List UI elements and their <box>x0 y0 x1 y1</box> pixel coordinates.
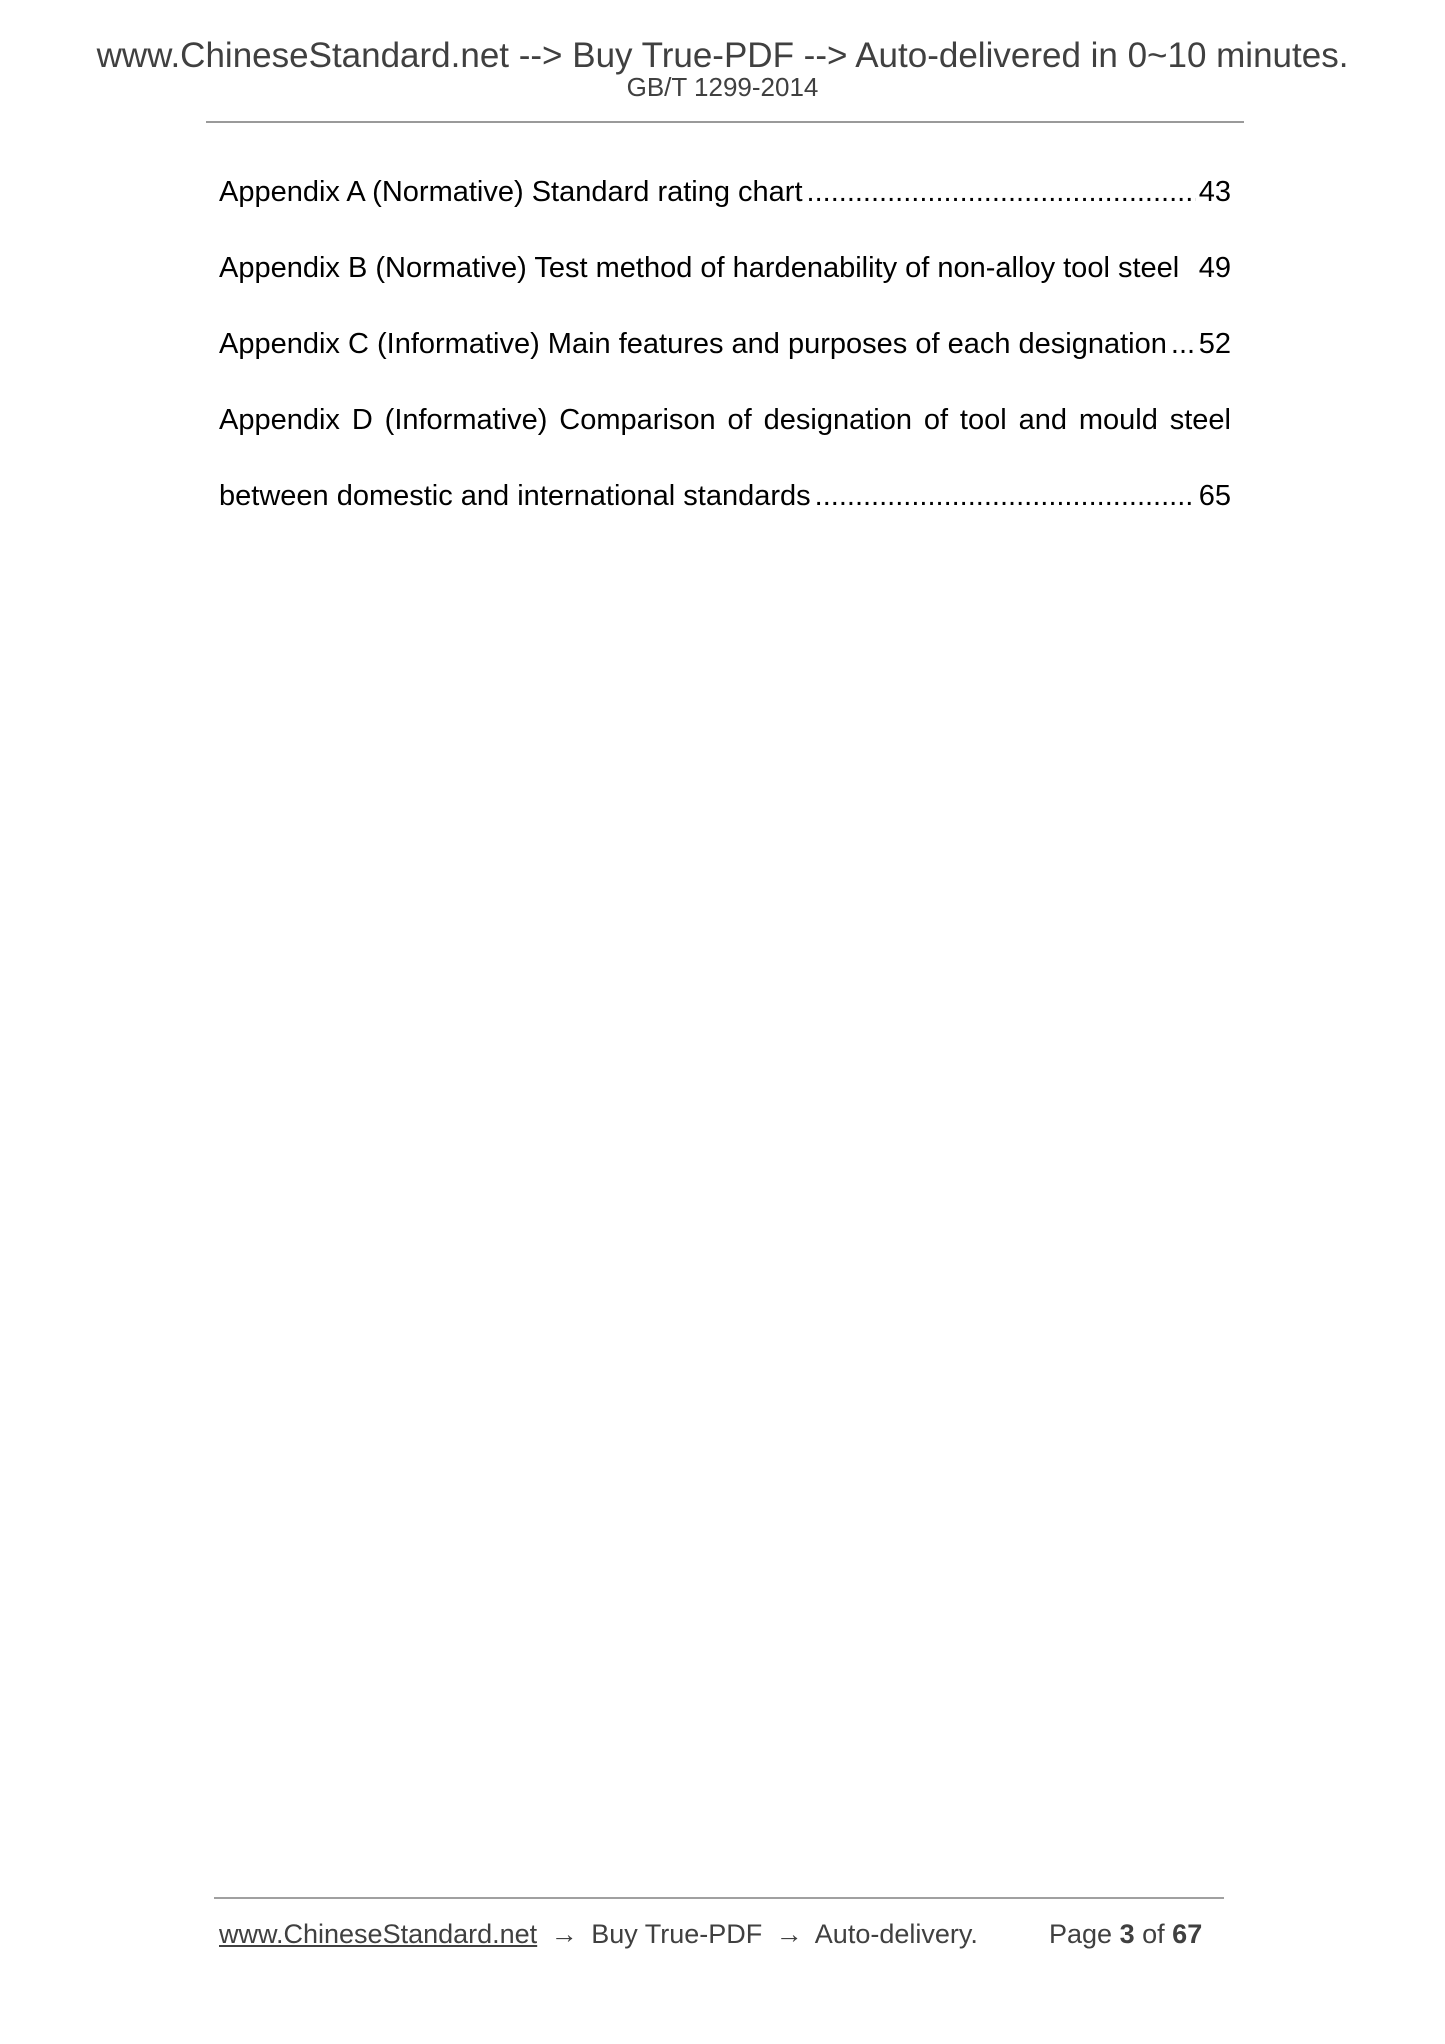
arrow-right-icon: → <box>775 1919 803 1949</box>
footer-divider <box>214 1897 1224 1899</box>
arrow-right-icon: → <box>550 1919 578 1949</box>
toc-entry-title: Appendix C (Informative) Main features and purposes of each designation <box>219 328 1167 360</box>
toc-entry-page: 43 <box>1198 176 1231 208</box>
toc-entry-title: Appendix B (Normative) Test method of hardenability of non-alloy tool steel <box>219 252 1180 284</box>
toc-entry-title: between domestic and international standards <box>219 480 811 512</box>
page-current: 3 <box>1119 1919 1135 1949</box>
toc-entry-appendix-a[interactable] <box>219 172 1231 212</box>
footer-buy-text: Buy True-PDF <box>591 1919 763 1949</box>
toc-entry-appendix-d-continued[interactable] <box>219 476 1231 516</box>
toc-entry-appendix-c[interactable] <box>219 324 1231 364</box>
page-label: Page <box>1049 1919 1113 1949</box>
toc-entry-appendix-b[interactable] <box>219 248 1231 288</box>
dot-leader <box>1171 324 1196 364</box>
footer-delivery-text: Auto-delivery. <box>814 1919 978 1949</box>
toc-entry-title: Appendix A (Normative) Standard rating chart <box>219 176 803 208</box>
toc-entry-appendix-d[interactable] <box>219 400 1231 440</box>
header-divider <box>206 121 1244 123</box>
page-number <box>1049 1914 1202 1954</box>
dot-leader <box>807 172 1196 212</box>
page-total: 67 <box>1172 1919 1203 1949</box>
toc-entry-page: 52 <box>1198 328 1231 360</box>
document-code: GB/T 1299-2014 <box>626 72 819 102</box>
page-of-label: of <box>1142 1919 1165 1949</box>
toc-entry-page: 49 <box>1198 252 1231 284</box>
site-banner: www.ChineseStandard.net --> Buy True-PDF --> Auto-delivered in 0~10 minutes. <box>96 36 1349 75</box>
footer-site-link[interactable]: www.ChineseStandard.net <box>219 1919 538 1949</box>
toc-entry-page: 65 <box>1198 480 1231 512</box>
page-footer <box>219 1914 1219 1954</box>
toc-entry-title: Appendix D (Informative) Comparison of designation of tool and mould steel <box>219 404 1231 436</box>
dot-leader <box>815 476 1196 516</box>
